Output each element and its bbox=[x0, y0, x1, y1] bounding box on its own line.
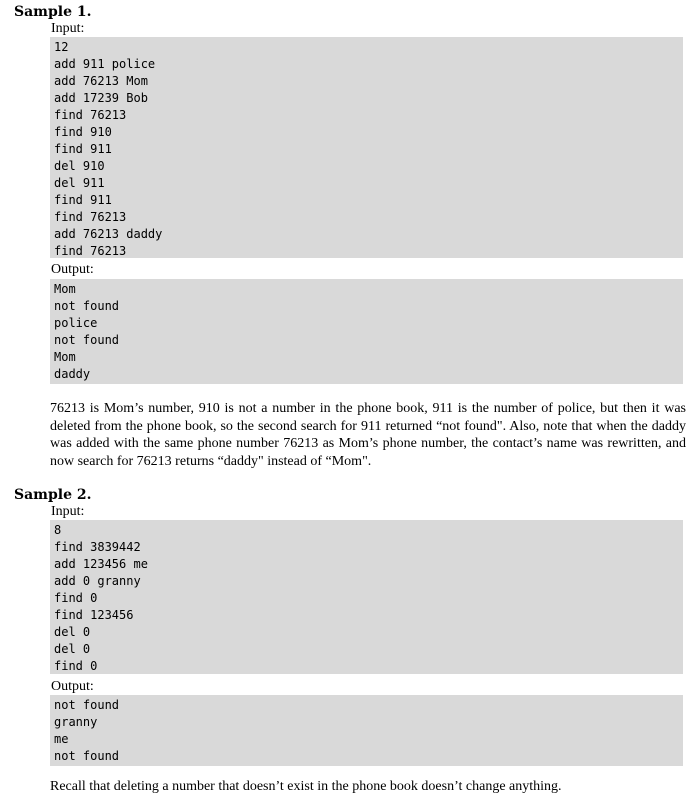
input-line: find 76213 bbox=[54, 210, 127, 224]
sample-1-input-box bbox=[50, 37, 683, 258]
output-line: granny bbox=[54, 715, 98, 729]
output-line: not found bbox=[54, 333, 120, 347]
sample-2-output-label: Output: bbox=[51, 679, 94, 694]
input-line: add 0 granny bbox=[54, 574, 141, 588]
input-line: 8 bbox=[54, 523, 62, 537]
sample-1-title: Sample 1. bbox=[14, 4, 92, 20]
input-line: add 123456 me bbox=[54, 557, 148, 571]
sample-1-output-label: Output: bbox=[51, 262, 94, 277]
output-line: not found bbox=[54, 749, 120, 763]
input-line: find 0 bbox=[54, 659, 98, 673]
input-line: add 911 police bbox=[54, 57, 156, 71]
input-line: 12 bbox=[54, 40, 69, 54]
sample-1-output-box bbox=[50, 279, 683, 384]
input-line: add 17239 Bob bbox=[54, 91, 148, 105]
output-line: police bbox=[54, 316, 98, 330]
input-line: del 910 bbox=[54, 159, 105, 173]
sample-2-input-label: Input: bbox=[51, 504, 85, 519]
output-line: not found bbox=[54, 299, 120, 313]
output-line: daddy bbox=[54, 367, 91, 381]
input-line: del 911 bbox=[54, 176, 105, 190]
input-line: del 0 bbox=[54, 625, 91, 639]
output-line: Mom bbox=[54, 282, 76, 296]
input-line: find 911 bbox=[54, 193, 112, 207]
input-line: find 76213 bbox=[54, 244, 127, 258]
output-line: not found bbox=[54, 698, 120, 712]
input-line: find 910 bbox=[54, 125, 112, 139]
input-line: add 76213 Mom bbox=[54, 74, 148, 88]
sample-2-title: Sample 2. bbox=[14, 487, 92, 503]
input-line: find 123456 bbox=[54, 608, 134, 622]
input-line: find 3839442 bbox=[54, 540, 141, 554]
input-line: find 911 bbox=[54, 142, 112, 156]
sample-2-note: Recall that deleting a number that doesn’t exist in the phone book doesn’t change anything. bbox=[50, 779, 562, 794]
output-line: Mom bbox=[54, 350, 76, 364]
sample-2-output-box bbox=[50, 695, 683, 766]
input-line: find 0 bbox=[54, 591, 98, 605]
sample-2-input-box bbox=[50, 520, 683, 674]
input-line: del 0 bbox=[54, 642, 91, 656]
output-line: me bbox=[54, 732, 69, 746]
sample-1-input-label: Input: bbox=[51, 21, 85, 36]
input-line: find 76213 bbox=[54, 108, 127, 122]
sample-1-note: 76213 is Mom’s number, 910 is not a number in the phone book, 911 is the number of police, but then it was deleted from the phone book, so the second search for 911 returned “not found". Also, note that when the daddy was added with the same phone number 76213 as Mom’s phone number, the contact’s name was rewritten, and now search for 76213 returns “daddy" instead of “Mom". bbox=[50, 401, 686, 469]
input-line: add 76213 daddy bbox=[54, 227, 163, 241]
